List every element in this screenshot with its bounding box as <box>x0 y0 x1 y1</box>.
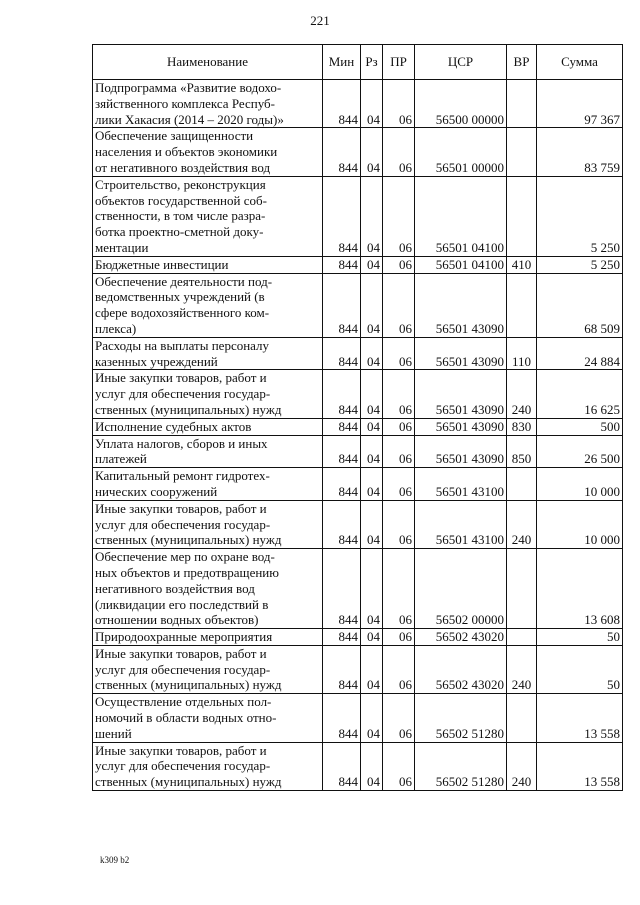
row-vr <box>507 176 537 256</box>
row-sum: 68 509 <box>537 273 623 337</box>
row-rz: 04 <box>361 128 383 176</box>
row-pr: 06 <box>383 645 415 693</box>
row-name: Капитальный ремонт гидротех- нических сооружений <box>93 468 323 501</box>
row-min: 844 <box>323 128 361 176</box>
row-pr: 06 <box>383 694 415 742</box>
row-name: Подпрограмма «Развитие водохо- зяйственного комплекса Респуб- лики Хакасия (2014 – 2020 годы)» <box>93 80 323 128</box>
row-sum: 10 000 <box>537 468 623 501</box>
row-name: Осуществление отдельных пол- номочий в области водных отно- шений <box>93 694 323 742</box>
row-sum: 500 <box>537 418 623 435</box>
row-min: 844 <box>323 549 361 629</box>
row-csr: 56502 51280 <box>415 742 507 790</box>
row-name: Расходы на выплаты персоналу казенных учреждений <box>93 337 323 370</box>
row-rz: 04 <box>361 549 383 629</box>
row-min: 844 <box>323 337 361 370</box>
header-rz: Рз <box>361 45 383 80</box>
row-sum: 50 <box>537 645 623 693</box>
row-rz: 04 <box>361 468 383 501</box>
row-name: Обеспечение защищенности населения и объектов экономики от негативного воздействия вод <box>93 128 323 176</box>
row-min: 844 <box>323 500 361 548</box>
row-min: 844 <box>323 468 361 501</box>
row-min: 844 <box>323 629 361 646</box>
row-pr: 06 <box>383 500 415 548</box>
row-sum: 13 608 <box>537 549 623 629</box>
table-row <box>93 645 623 693</box>
row-csr: 56501 43100 <box>415 500 507 548</box>
row-name: Уплата налогов, сборов и иных платежей <box>93 435 323 468</box>
row-rz: 04 <box>361 500 383 548</box>
row-rz: 04 <box>361 742 383 790</box>
row-csr: 56500 00000 <box>415 80 507 128</box>
header-csr: ЦСР <box>415 45 507 80</box>
row-sum: 13 558 <box>537 694 623 742</box>
row-sum: 10 000 <box>537 500 623 548</box>
table-row <box>93 337 623 370</box>
row-vr: 110 <box>507 337 537 370</box>
row-sum: 26 500 <box>537 435 623 468</box>
row-rz: 04 <box>361 694 383 742</box>
table-row <box>93 435 623 468</box>
row-name: Исполнение судебных актов <box>93 418 323 435</box>
row-sum: 5 250 <box>537 176 623 256</box>
header-name: Наименование <box>93 45 323 80</box>
row-name: Природоохранные мероприятия <box>93 629 323 646</box>
page-number: 221 <box>310 13 330 28</box>
row-rz: 04 <box>361 629 383 646</box>
row-sum: 83 759 <box>537 128 623 176</box>
row-name: Иные закупки товаров, работ и услуг для обеспечения государ- ственных (муниципальных) нужд <box>93 645 323 693</box>
row-pr: 06 <box>383 337 415 370</box>
row-min: 844 <box>323 694 361 742</box>
row-pr: 06 <box>383 468 415 501</box>
row-pr: 06 <box>383 273 415 337</box>
row-name: Бюджетные инвестиции <box>93 256 323 273</box>
row-sum: 13 558 <box>537 742 623 790</box>
row-csr: 56501 43090 <box>415 370 507 418</box>
row-pr: 06 <box>383 256 415 273</box>
row-min: 844 <box>323 273 361 337</box>
row-vr <box>507 468 537 501</box>
row-rz: 04 <box>361 80 383 128</box>
row-vr <box>507 273 537 337</box>
row-vr: 240 <box>507 645 537 693</box>
row-min: 844 <box>323 176 361 256</box>
row-rz: 04 <box>361 645 383 693</box>
row-pr: 06 <box>383 418 415 435</box>
row-min: 844 <box>323 418 361 435</box>
row-name: Обеспечение мер по охране вод- ных объектов и предотвращению негативного воздействия вод (ликвидации его последствий в отношении водных объектов) <box>93 549 323 629</box>
row-vr: 240 <box>507 500 537 548</box>
header-sum: Сумма <box>537 45 623 80</box>
row-min: 844 <box>323 370 361 418</box>
row-csr: 56502 00000 <box>415 549 507 629</box>
table-row <box>93 128 623 176</box>
row-vr <box>507 549 537 629</box>
row-csr: 56501 43090 <box>415 435 507 468</box>
row-min: 844 <box>323 256 361 273</box>
row-csr: 56502 43020 <box>415 629 507 646</box>
table-row <box>93 80 623 128</box>
row-csr: 56501 43090 <box>415 337 507 370</box>
row-name: Иные закупки товаров, работ и услуг для обеспечения государ- ственных (муниципальных) нужд <box>93 742 323 790</box>
row-rz: 04 <box>361 370 383 418</box>
row-rz: 04 <box>361 273 383 337</box>
row-min: 844 <box>323 80 361 128</box>
row-csr: 56502 51280 <box>415 694 507 742</box>
row-pr: 06 <box>383 370 415 418</box>
table-row <box>93 418 623 435</box>
table-row <box>93 694 623 742</box>
row-min: 844 <box>323 645 361 693</box>
row-name: Иные закупки товаров, работ и услуг для обеспечения государ- ственных (муниципальных) нужд <box>93 500 323 548</box>
table-row <box>93 176 623 256</box>
table-header-row <box>93 45 623 80</box>
header-vr: ВР <box>507 45 537 80</box>
row-vr: 830 <box>507 418 537 435</box>
row-pr: 06 <box>383 435 415 468</box>
row-sum: 16 625 <box>537 370 623 418</box>
row-vr <box>507 80 537 128</box>
row-csr: 56501 43090 <box>415 273 507 337</box>
row-pr: 06 <box>383 80 415 128</box>
row-sum: 50 <box>537 629 623 646</box>
row-pr: 06 <box>383 128 415 176</box>
row-name: Обеспечение деятельности под- ведомственных учреждений (в сфере водохозяйственного ком- плекса) <box>93 273 323 337</box>
row-name: Иные закупки товаров, работ и услуг для обеспечения государ- ственных (муниципальных) нужд <box>93 370 323 418</box>
row-csr: 56501 04100 <box>415 176 507 256</box>
row-csr: 56501 43090 <box>415 418 507 435</box>
footer-code: k309 b2 <box>100 855 130 865</box>
row-sum: 24 884 <box>537 337 623 370</box>
budget-table <box>92 44 623 791</box>
header-min: Мин <box>323 45 361 80</box>
row-vr <box>507 694 537 742</box>
row-rz: 04 <box>361 337 383 370</box>
row-vr: 240 <box>507 370 537 418</box>
row-csr: 56501 04100 <box>415 256 507 273</box>
header-pr: ПР <box>383 45 415 80</box>
row-vr <box>507 128 537 176</box>
row-pr: 06 <box>383 176 415 256</box>
row-sum: 5 250 <box>537 256 623 273</box>
row-rz: 04 <box>361 435 383 468</box>
row-min: 844 <box>323 435 361 468</box>
row-rz: 04 <box>361 256 383 273</box>
row-rz: 04 <box>361 176 383 256</box>
table-row <box>93 549 623 629</box>
row-sum: 97 367 <box>537 80 623 128</box>
row-rz: 04 <box>361 418 383 435</box>
row-csr: 56502 43020 <box>415 645 507 693</box>
row-min: 844 <box>323 742 361 790</box>
table-row <box>93 629 623 646</box>
table-row <box>93 256 623 273</box>
row-vr: 240 <box>507 742 537 790</box>
row-pr: 06 <box>383 629 415 646</box>
table-row <box>93 500 623 548</box>
row-csr: 56501 43100 <box>415 468 507 501</box>
table-row <box>93 370 623 418</box>
row-name: Строительство, реконструкция объектов государственной соб- ственности, в том числе разра- ботка проектно-сметной доку- ментации <box>93 176 323 256</box>
table-row <box>93 468 623 501</box>
row-csr: 56501 00000 <box>415 128 507 176</box>
row-vr <box>507 629 537 646</box>
table-row <box>93 742 623 790</box>
table-row <box>93 273 623 337</box>
row-pr: 06 <box>383 549 415 629</box>
row-vr: 410 <box>507 256 537 273</box>
row-vr: 850 <box>507 435 537 468</box>
row-pr: 06 <box>383 742 415 790</box>
